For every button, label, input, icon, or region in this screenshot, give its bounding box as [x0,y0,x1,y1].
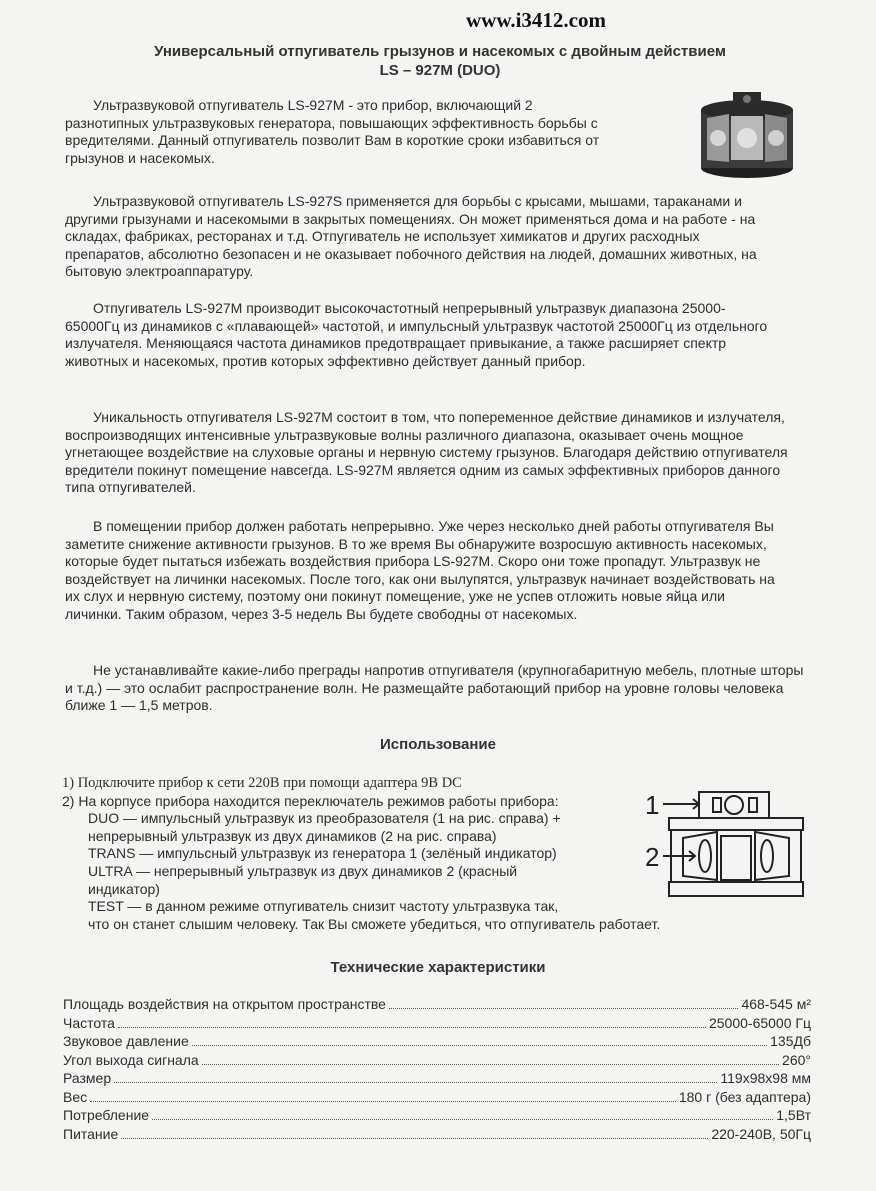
diagram-label-1: 1 [645,790,660,820]
spec-row [63,996,811,1015]
title-line-2: LS – 927M (DUO) [379,62,501,79]
diagram-label-2: 2 [645,842,660,872]
leader-dots [114,1082,717,1083]
intro-paragraph [65,97,705,167]
spec-label: Звуковое давление [63,1033,189,1049]
spec-label: Угол выхода сигнала [63,1051,199,1068]
specs-heading: Технические характеристики [330,959,546,976]
leader-dots [192,1045,767,1046]
spec-label: Потребление [63,1107,150,1123]
device-diagram [643,786,811,902]
mode-line: что он станет слышим человеку. Так Вы сможете убедиться, что отпугиватель работает. [88,915,661,932]
intro-line: разнотипных ультразвуковых генератора, повышающих эффективность борьбы с [65,114,598,131]
mode-line: ULTRA — непрерывный ультразвук из двух динамиков 2 (красный [88,862,518,879]
spec-value: 1,5Вт [776,1107,811,1123]
mode-line: DUO — импульсный ультразвук из преобразователя (1 на рис. справа) + [88,810,561,827]
spec-row [63,1070,811,1089]
leader-dots [152,1119,773,1120]
usage-step-1: 1) Подключите прибор к сети 220В при помощи адаптера 9В DC [62,775,462,791]
intro-line: Ультразвуковой отпугиватель LS-927M - это прибор, включающий 2 [93,97,533,113]
spec-value: 119x98x98 мм [720,1070,811,1086]
document-title [60,42,820,80]
leader-dots [121,1138,708,1139]
spec-label: Питание [63,1125,119,1142]
spec-value: 260° [782,1051,811,1068]
site-url: www.i3412.com [466,8,606,32]
paragraph: Уникальность отпугивателя LS-927M состоит в том, что попеременное действие динамиков и излучателя, воспроизводящих интенсивные ультразвуковые волны различного диапазона, оказывает очень мощное угнетающее воздействие на слуховые органы и нервную систему грызунов. Благодаря действию отпугивателя вредители покинут помещение навсегда. LS-927M является одним из самых эффективных приборов данного типа отпугивателей. [65,409,788,496]
spec-row [63,1089,811,1108]
leader-dots [202,1064,779,1065]
usage-step-2: 2) На корпусе прибора находится переключатель режимов работы прибора: [62,792,559,809]
spec-value: 25000-65000 Гц [708,1014,811,1031]
intro-line: грызунов и насекомых. [65,149,215,166]
mode-line: TRANS — импульсный ультразвук из генератора 1 (зелёный индикатор) [88,845,557,862]
paragraph: Ультразвуковой отпугиватель LS-927S применяется для борьбы с крысами, мышами, тараканами и другими грызунами и насекомыми в закрытых помещениях. Он может применяться дома и на работе - на складах, фабриках, ресторанах и т.д. Отпугиватель не использует химикатов и других расходных препаратов, абсолютно безопасен и не оказывает побочного действия на людей, домашних животных, на бытовую электроаппаратуру. [65,193,757,280]
leader-dots [118,1027,706,1028]
spec-row [63,1033,811,1052]
paragraph: В помещении прибор должен работать непрерывно. Уже через несколько дней работы отпугивателя Вы заметите снижение активности грызунов. В то же время Вы обнаружите возросшую активность насекомых, которые будет пытаться избежать воздействия прибора LS-927M. Скоро они тоже пропадут. Ультразвук не воздействует на личинки насекомых. После того, как они вылупятся, ультразвук начинает воздействовать на их слух и нервную систему, поэтому они покинут помещение, уже не успев отложить новые яйца или личинки. Таким образом, через 3-5 недель Вы будете свободны от насекомых. [65,518,775,622]
mode-line: TEST — в данном режиме отпугиватель снизит частоту ультразвука так, [88,898,559,915]
mode-line: непрерывный ультразвук из двух динамиков (2 на рис. справа) [88,827,497,844]
spec-label: Площадь воздействия на открытом пространстве [63,996,386,1012]
intro-line: вредителями. Данный отпугиватель позволит Вам в короткие сроки избавиться от [65,132,600,149]
spec-row [63,1015,811,1034]
spec-row [63,1107,811,1126]
mode-line: индикатор) [88,880,160,897]
spec-value: 180 г (без адаптера) [678,1088,811,1105]
title-line-1: Универсальный отпугиватель грызунов и насекомых с двойным действием [154,43,726,60]
usage-heading: Использование [380,736,496,753]
spec-value: 468-545 м² [741,996,811,1012]
spec-label: Частота [63,1014,115,1031]
product-photo [697,88,797,180]
spec-label: Вес [63,1088,88,1105]
spec-label: Размер [63,1070,112,1086]
leader-dots [389,1008,738,1009]
specs-table [63,996,811,1144]
spec-row [63,1052,811,1071]
paragraph: Не устанавливайте какие-либо преграды напротив отпугивателя (крупногабаритную мебель, плотные шторы и т.д.) — это ослабит распространение волн. Не размещайте работающий прибор на уровне головы человека ближе 1 — 1,5 метров. [65,662,804,714]
leader-dots [90,1101,676,1102]
spec-value: 220-240В, 50Гц [711,1125,811,1142]
spec-value: 135Дб [770,1033,811,1049]
spec-row [63,1126,811,1145]
paragraph: Отпугиватель LS-927M производит высокочастотный непрерывный ультразвук диапазона 25000-65000Гц из динамиков с «плавающей» частотой, и импульсный ультразвук частотой 25000Гц из отдельного излучателя. Меняющаяся частота динамиков предотвращает привыкание, а также расширяет спектр животных и насекомых, против которых эффективно действует данный прибор. [65,300,768,369]
